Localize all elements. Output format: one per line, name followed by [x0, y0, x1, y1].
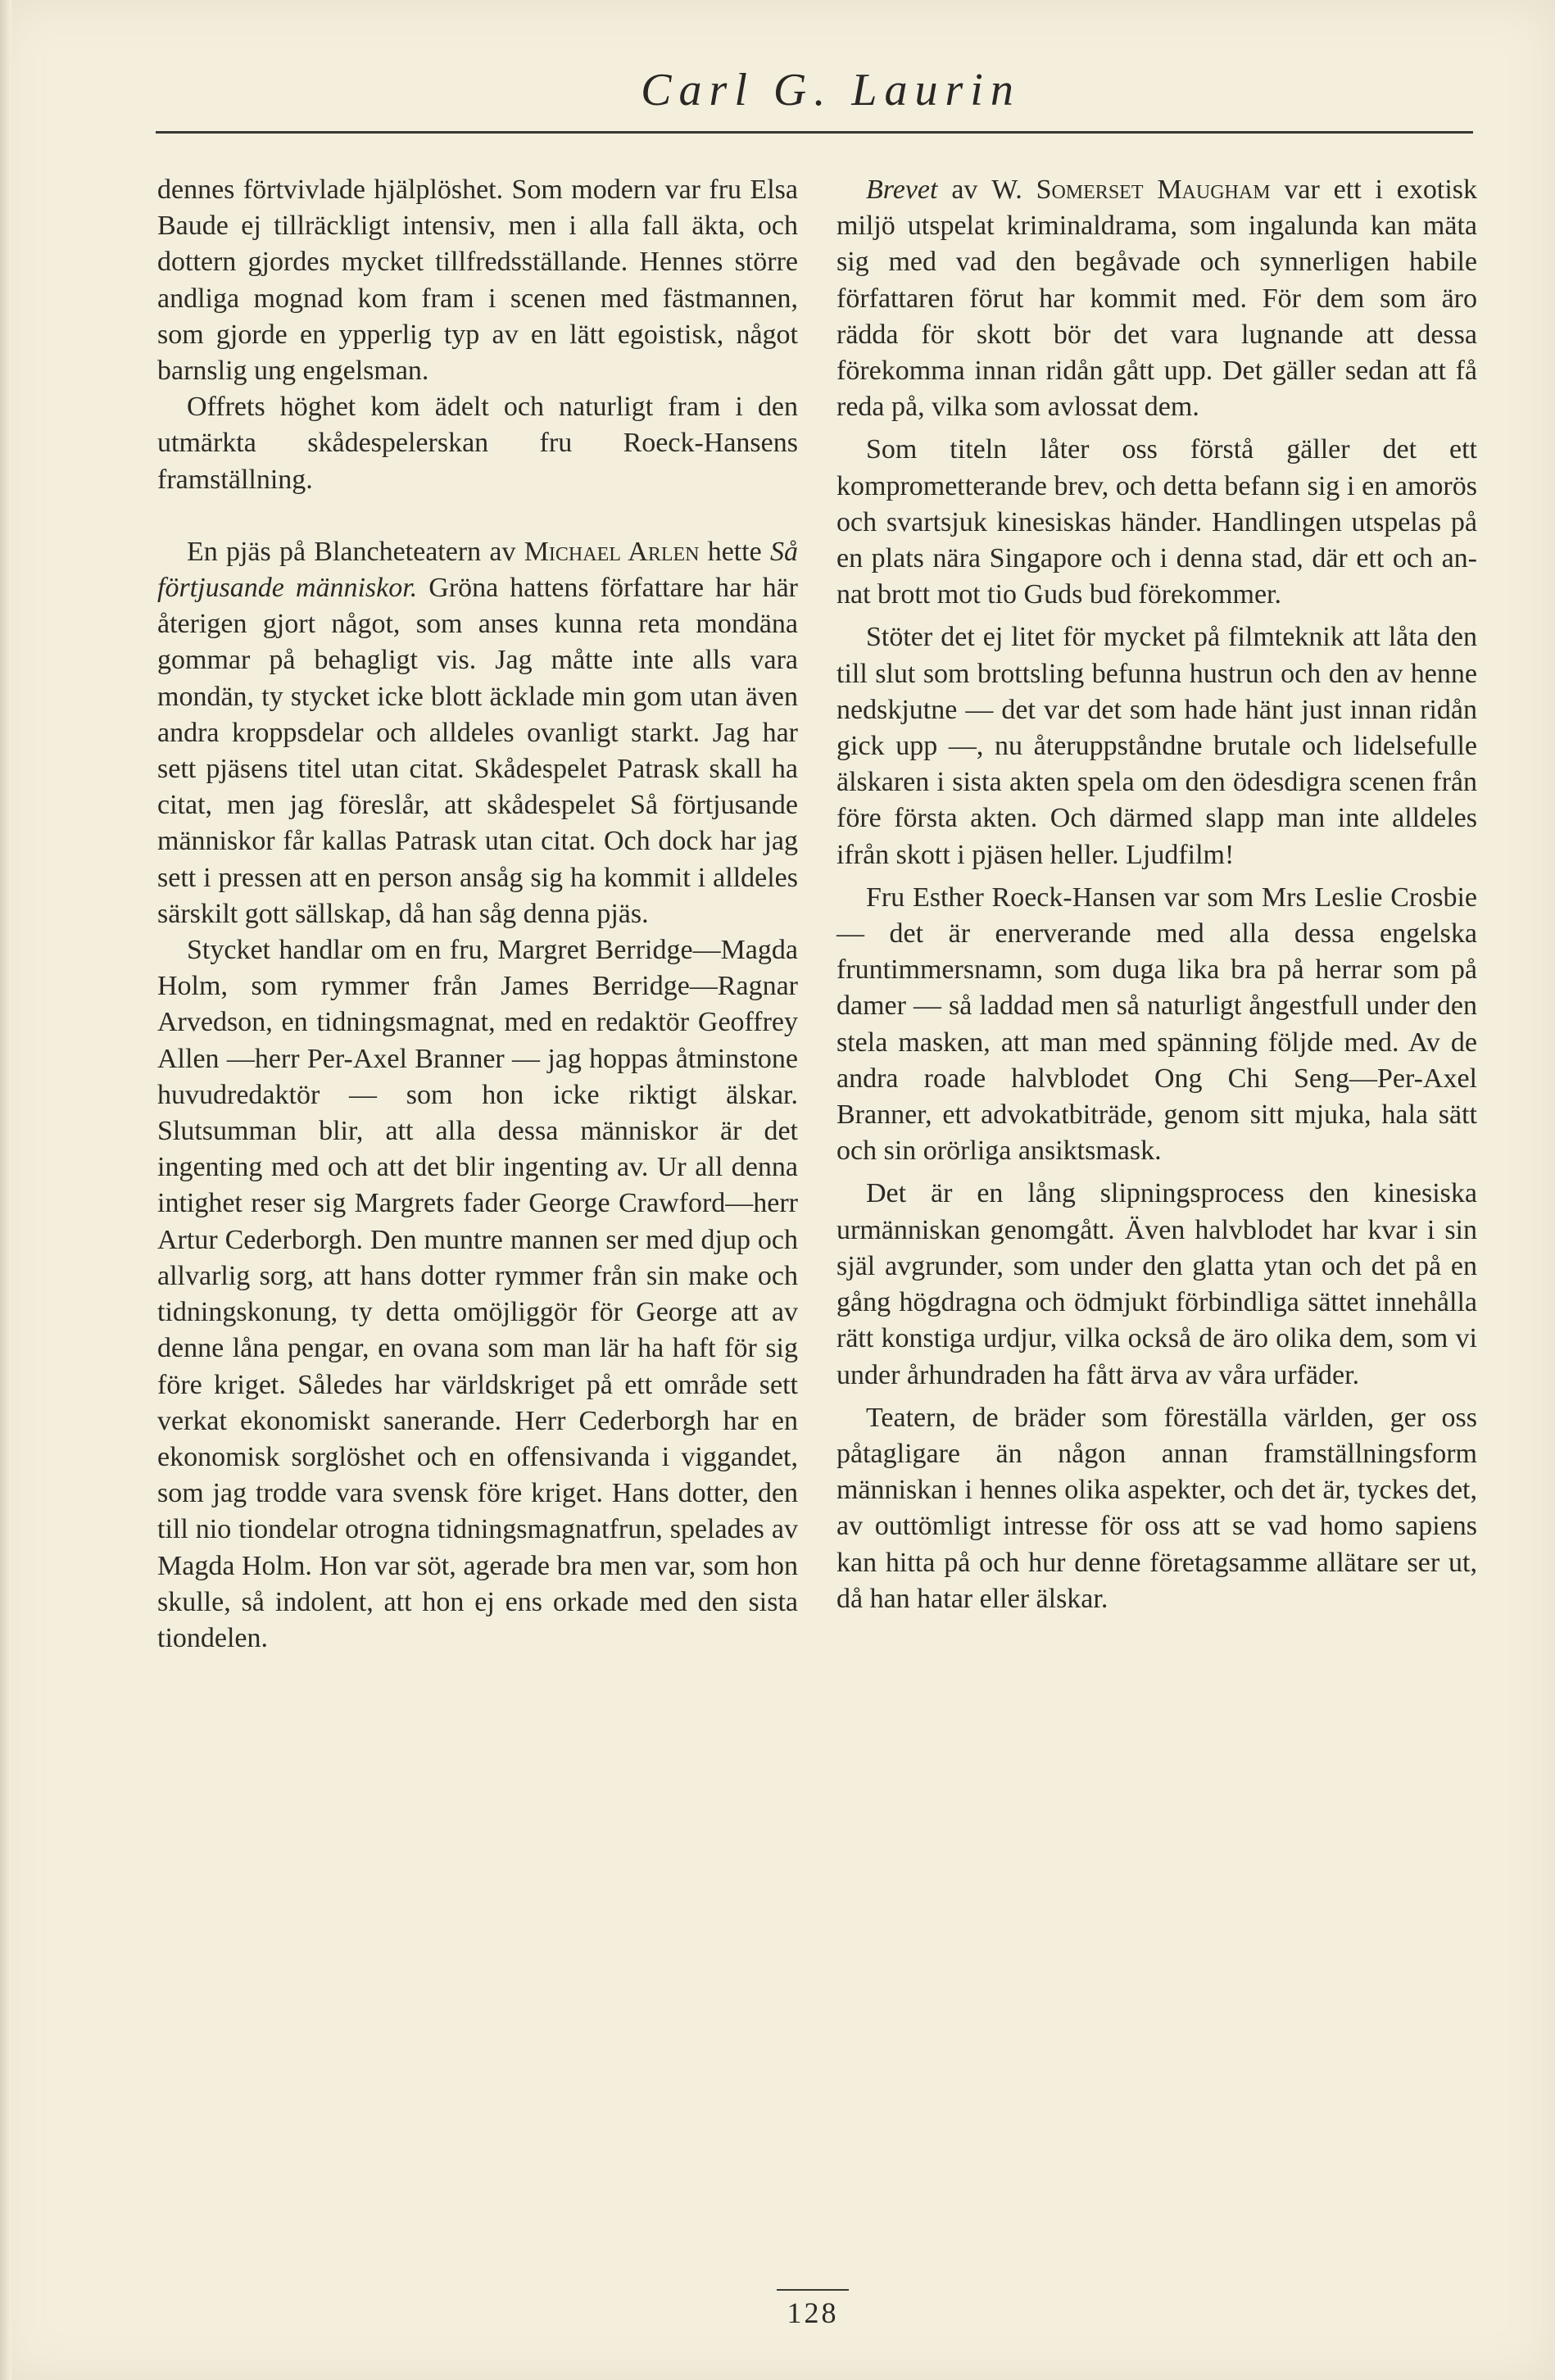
header-rule [156, 131, 1473, 134]
paragraph: Stöter det ej litet för mycket på filmteknik att låta den till slut som brottsling befunna hustrun och den av henne nedskjutne — det var det som hade hänt just innan ridån gick upp —, nu återuppståndne brutale och lidelsefulle älskaren i sista akten spela om den ödesdigra scenen från före första akten. Och därmed slapp man inte alldeles ifrån skott i pjäsen heller. Ljudfilm! [836, 622, 1477, 870]
paragraph: Det är en lång slipningsprocess den kinesiska urmänniskan genomgått. Även halvblodet har kvar i sin själ avgrunder, som under den glatta ytan och det på en gång högdragna och ödmjukt förbindliga sättet innehålla rätt konstiga urdjur, vilka också de äro olika dem, som vi under århundraden ha fått ärva av våra urfäder. [836, 1178, 1477, 1390]
running-header [0, 64, 1555, 116]
text-run: var ett i exotisk miljö utspelat kriminaldrama, som ingalunda kan mäta sig med vad den begåvade och synnerligen habile författaren förut har kommit med. För dem som äro rädda för skott bör det vara lugnande att dessa förekomma innan ridån gått upp. Det gäller sedan att få reda på, vilka som avlossat dem. [836, 175, 1477, 423]
page-number: 128 [787, 2296, 839, 2329]
play-title: Så förtjusande människor. [157, 536, 798, 604]
paragraph: Stycket handlar om en fru, Margret Berridge—Magda Holm, som rymmer från James Berridge—Ragnar Arvedson, en tidningsmagnat, med en redaktör Geoffrey Allen —herr Per-Axel Branner — jag hoppas åtminstone huvudredaktör — som hon icke riktigt älskar. Slutsumman blir, att alla dessa människor är det ingenting med och att det blir ingenting av. Ur all denna intighet reser sig Margrets fader George Crawford—herr Artur Cederborgh. Den muntre mannen ser med djup och allvarlig sorg, att hans dotter rymmer från sin make och tidningskonung, ty detta omöjliggör för George att av denne låna pengar, en ovana som man lär ha haft för sig före kriget. Således har världskriget på ett område sett verkat ekonomiskt sanerande. Herr Cederborgh har en ekonomisk sorglöshet och en offensivanda i viggandet, som jag trodde vara svensk före kriget. Hans dotter, den till nio tiondelar otrogna tidningsmagnatfrun, spelades av Magda Holm. Hon var söt, agerade bra men var, som hon skulle, så indolent, att hon ej ens orkade med den sista tiondelen. [157, 935, 798, 1653]
paragraph: Offrets höghet kom ädelt och naturligt fram i den utmärkta skådespelerskan fru Roeck-Hansens framställning. [157, 392, 798, 495]
paragraph [157, 534, 798, 932]
paragraph: Teatern, de bräder som föreställa världen, ger oss påtagligare än någon annan framställningsform människan i hennes olika aspekter, och det är, tyckes det, av outtömligt intresse för oss att se vad homo sapiens kan hitta på och hur denne företagsamme allätare ser ut, då han hatar eller älskar. [836, 1402, 1477, 1614]
running-title: Carl G. Laurin [641, 65, 1021, 116]
left-column [157, 172, 798, 1657]
paragraph: dennes förtvivlade hjälplöshet. Som modern var fru Elsa Baude ej tillräckligt intensiv, men i alla fall äkta, och dottern gjordes mycket tillfredsställande. Hennes större andliga mognad kom fram i scenen med fästmannen, som gjorde en ypperlig typ av en lätt egoistisk, något barnslig ung engelsman. [157, 175, 798, 387]
author-name: W. Somerset Maugham [991, 175, 1271, 205]
text-run: Gröna hattens författare har här återigen gjort något, som anses kunna reta mondäna gommar på behagligt vis. Jag måtte inte alls vara mondän, ty stycket icke blott äcklade min gom utan även andra kroppsdelar och alldeles ovanligt starkt. Jag har sett pjäsens titel utan citat. Skådespelet Patrask skall ha citat, men jag föreslår, att skådespelet Så förtjusande människor får kallas Patrask utan citat. Och dock har jag sett i pressen att en person ansåg sig ha kommit i alldeles särskilt gott sällskap, då han såg denna pjäs. [157, 573, 798, 929]
page-edge [0, 0, 11, 2380]
right-column [836, 172, 1477, 1617]
text-run: En pjäs på Blancheteatern av [187, 536, 524, 567]
paragraph: Som titeln låter oss förstå gäller det ett komprometterande brev, och detta befann sig i en amorös och svartsjuk kinesiskas händer. Handlingen utspelas på en plats nära Singapore och i denna stad, där ett och annat brott mot tio Guds bud förekommer. [836, 434, 1477, 610]
play-title: Brevet [866, 175, 938, 205]
text-run: hette [699, 536, 770, 567]
paragraph [836, 172, 1477, 425]
paragraph: Fru Esther Roeck-Hansen var som Mrs Leslie Crosbie — det är enerverande med alla dessa engelska fruntimmersnamn, som duga lika bra på herrar som på damer — så laddad men så naturligt ångestfull under den stela masken, att man med spänning följde med. Av de andra roade halvblodet Ong Chi Seng—Per-Axel Branner, ett advokatbiträde, genom sitt mjuka, hala sätt och sin orörliga ansiktsmask. [836, 882, 1477, 1167]
footer-rule [777, 2289, 849, 2291]
author-name: Michael Arlen [524, 536, 700, 567]
text-run: av [937, 175, 992, 205]
